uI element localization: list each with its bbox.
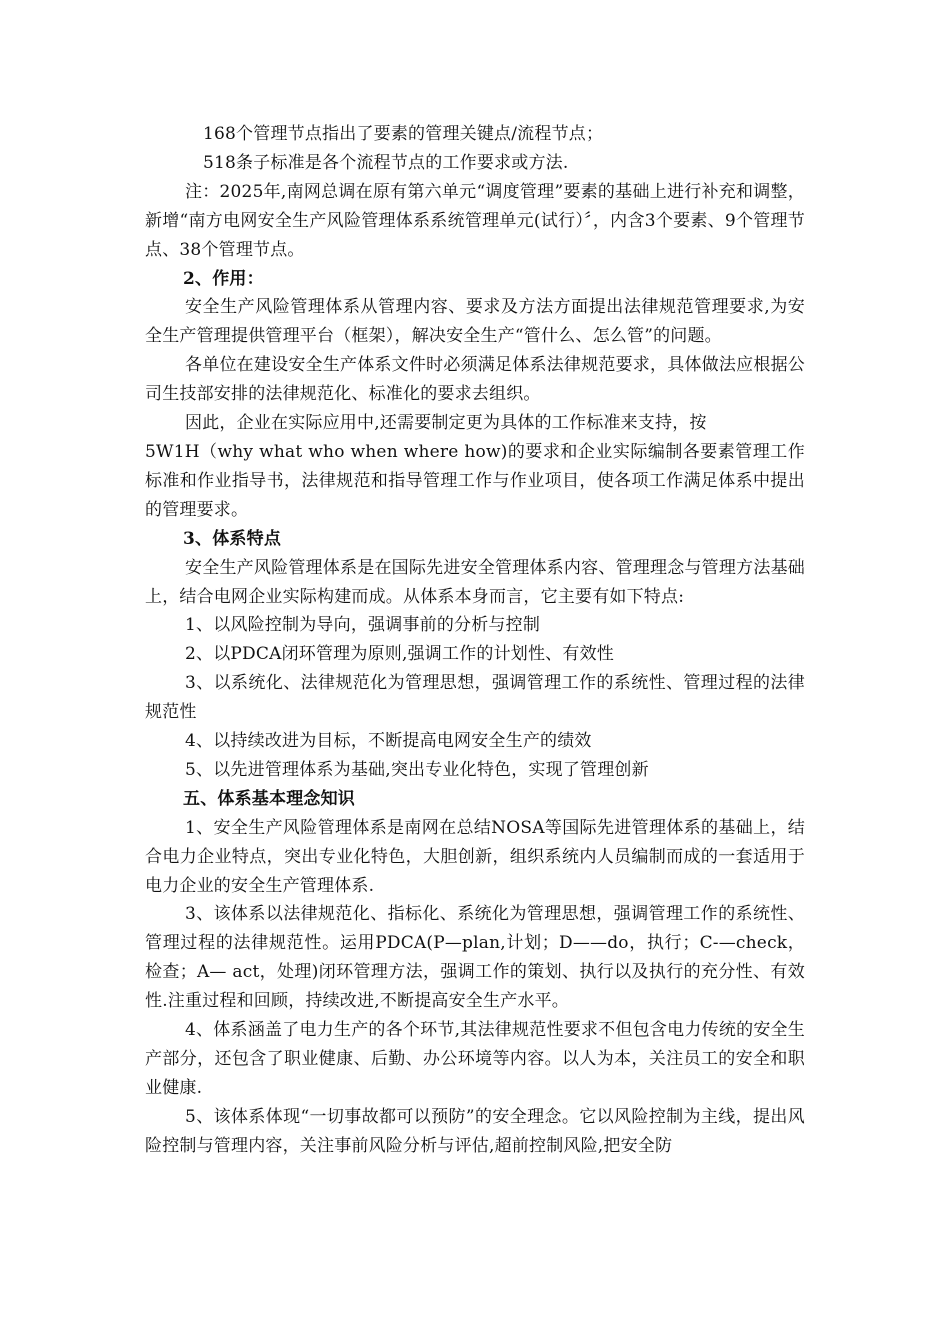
paragraph-function-3-cont: 5W1H（why what who when where how)的要求和企业实际编制各要素管理工作标准和作业指导书，法律规范和指导管理工作与作业项目，使各项工作满足体系中提出的管理要求。 <box>145 441 805 520</box>
paragraph-function-1: 安全生产风险管理体系从管理内容、要求及方法方面提出法律规范管理要求,为安全生产管理提供管理平台（框架），解决安全生产“管什么、怎么管”的问题。 <box>145 297 805 347</box>
document-body <box>145 120 805 1161</box>
paragraph-note: 注：2025年,南网总调在原有第六单元“调度管理”要素的基础上进行补充和调整，新增“南方电网安全生产风险管理体系系统管理单元(试行）〞，内含3个要素、9个管理节点、38个管理节点。 <box>145 181 805 260</box>
paragraph-concept-3: 3、该体系以法律规范化、指标化、系统化为管理思想，强调管理工作的系统性、管理过程的法律规范性。运用PDCA(P—plan,计划；D——do，执行；C-—check，检查；A— act，处理)闭环管理方法，强调工作的策划、执行以及执行的充分性、有效性.注重过程和回顾，持续改进,不断提高安全生产水平。 <box>145 904 805 1012</box>
paragraph-function-2: 各单位在建设安全生产体系文件时必须满足体系法律规范要求，具体做法应根据公司生技部安排的法律规范化、标准化的要求去组织。 <box>145 355 805 405</box>
paragraph-function-3: 因此，企业在实际应用中,还需要制定更为具体的工作标准来支持，按 <box>185 413 707 434</box>
heading-basic-concepts: 五、体系基本理念知识 <box>183 788 355 809</box>
heading-system-features: 3、体系特点 <box>183 528 282 549</box>
paragraph-concept-5: 5、该体系体现“一切事故都可以预防”的安全理念。它以风险控制为主线，提出风险控制与管理内容，关注事前风险分析与评估,超前控制风险,把安全防 <box>145 1106 805 1156</box>
list-item-feature-3: 3、以系统化、法律规范化为管理思想，强调管理工作的系统性、管理过程的法律规范性 <box>145 673 805 723</box>
list-item-feature-2: 2、以PDCA闭环管理为原则,强调工作的计划性、有效性 <box>185 644 614 665</box>
paragraph-sub-standards: 518条子标准是各个流程节点的工作要求或方法. <box>203 152 569 173</box>
paragraph-features-intro: 安全生产风险管理体系是在国际先进安全管理体系内容、管理理念与管理方法基础上，结合电网企业实际构建而成。从体系本身而言，它主要有如下特点: <box>145 557 805 607</box>
list-item-feature-4: 4、以持续改进为目标，不断提高电网安全生产的绩效 <box>185 731 592 752</box>
paragraph-concept-4: 4、体系涵盖了电力生产的各个环节,其法律规范性要求不但包含电力传统的安全生产部分，还包含了职业健康、后勤、办公环境等内容。以人为本，关注员工的安全和职业健康. <box>145 1020 805 1098</box>
list-item-feature-5: 5、以先进管理体系为基础,突出专业化特色，实现了管理创新 <box>185 759 649 780</box>
paragraph-management-nodes: 168个管理节点指出了要素的管理关键点/流程节点； <box>203 124 604 144</box>
list-item-feature-1: 1、以风险控制为导向，强调事前的分析与控制 <box>185 615 541 636</box>
heading-function: 2、作用： <box>183 268 264 289</box>
paragraph-concept-1: 1、安全生产风险管理体系是南网在总结NOSA等国际先进管理体系的基础上，结合电力企业特点，突出专业化特色，大胆创新，组织系统内人员编制而成的一套适用于电力企业的安全生产管理体系. <box>145 817 805 896</box>
